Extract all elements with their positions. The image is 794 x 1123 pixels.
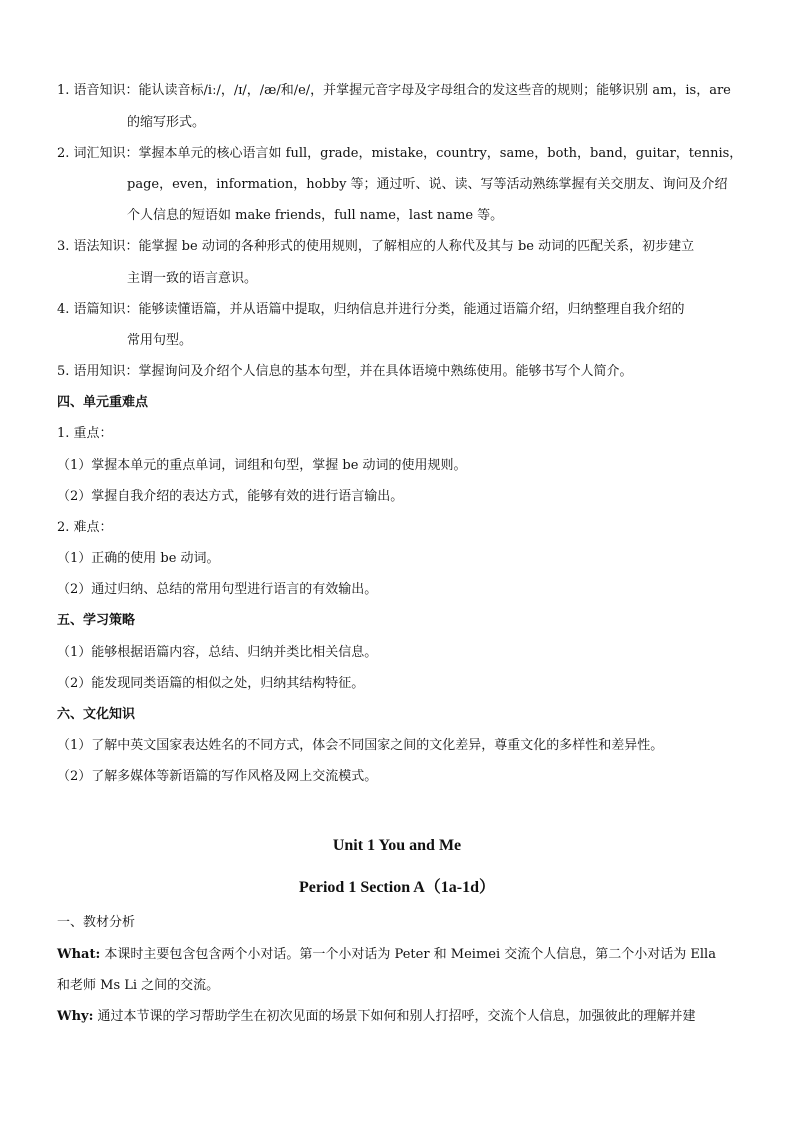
why-label: Why: <box>57 1009 94 1024</box>
knowledge-item-4-line-2: 常用句型。 <box>127 333 193 348</box>
key-point-1: （1）掌握本单元的重点单词，词组和句型，掌握 be 动词的使用规则。 <box>57 458 467 473</box>
what-line-2: 和老师 Ms Li 之间的交流。 <box>57 978 220 993</box>
section-5-heading: 五、学习策略 <box>57 613 136 628</box>
knowledge-item-2-line-1: 2. 词汇知识：掌握本单元的核心语言如 full，grade，mistake，country，same，both，band，guitar，tennis， <box>57 146 743 161</box>
knowledge-item-3-line-1: 3. 语法知识：能掌握 be 动词的各种形式的使用规则，了解相应的人称代及其与 be 动词的匹配关系，初步建立 <box>57 239 695 254</box>
section-6-heading: 六、文化知识 <box>57 707 136 722</box>
strategy-1: （1）能够根据语篇内容，总结、归纳并类比相关信息。 <box>57 645 378 660</box>
knowledge-item-2-line-2: page，even，information，hobby 等；通过听、说、读、写等活动熟练掌握有关交朋友、询问及介绍 <box>127 177 728 192</box>
difficult-points-label: 2. 难点： <box>57 520 113 535</box>
culture-1: （1）了解中英文国家表达姓名的不同方式，体会不同国家之间的文化差异，尊重文化的多样性和差异性。 <box>57 738 664 753</box>
what-line-1 <box>57 946 716 964</box>
period-title: Period 1 Section A（1a-1d） <box>299 879 495 896</box>
why-line-1 <box>57 1008 696 1026</box>
culture-2: （2）了解多媒体等新语篇的写作风格及网上交流模式。 <box>57 769 378 784</box>
section-4-heading: 四、单元重难点 <box>57 395 149 410</box>
what-label: What: <box>57 947 101 962</box>
key-point-2: （2）掌握自我介绍的表达方式，能够有效的进行语言输出。 <box>57 489 404 504</box>
unit-title: Unit 1 You and Me <box>332 837 462 854</box>
knowledge-item-1-line-1: 1. 语音知识：能认读音标/iː/，/ɪ/，/æ/和/e/，并掌握元音字母及字母组合的发这些音的规则；能够识别 am，is，are <box>57 83 731 98</box>
knowledge-item-5-line-1: 5. 语用知识：掌握询问及介绍个人信息的基本句型，并在具体语境中熟练使用。能够书写个人简介。 <box>57 364 633 379</box>
strategy-2: （2）能发现同类语篇的相似之处，归纳其结构特征。 <box>57 676 365 691</box>
knowledge-item-1-line-2: 的缩写形式。 <box>127 115 206 130</box>
knowledge-item-3-line-2: 主谓一致的语言意识。 <box>127 271 258 286</box>
difficult-point-2: （2）通过归纳、总结的常用句型进行语言的有效输出。 <box>57 582 378 597</box>
analysis-heading: 一、教材分析 <box>57 915 136 930</box>
key-points-label: 1. 重点： <box>57 426 113 441</box>
what-text: 本课时主要包含包含两个小对话。第一个小对话为 Peter 和 Meimei 交流个人信息，第二个小对话为 Ella <box>100 947 716 962</box>
knowledge-item-4-line-1: 4. 语篇知识：能够读懂语篇，并从语篇中提取，归纳信息并进行分类，能通过语篇介绍，归纳整理自我介绍的 <box>57 302 685 317</box>
why-text: 通过本节课的学习帮助学生在初次见面的场景下如何和别人打招呼，交流个人信息，加强彼此的理解并建 <box>93 1009 696 1024</box>
knowledge-item-2-line-3: 个人信息的短语如 make friends，full name，last name 等。 <box>127 208 504 223</box>
difficult-point-1: （1）正确的使用 be 动词。 <box>57 551 220 566</box>
